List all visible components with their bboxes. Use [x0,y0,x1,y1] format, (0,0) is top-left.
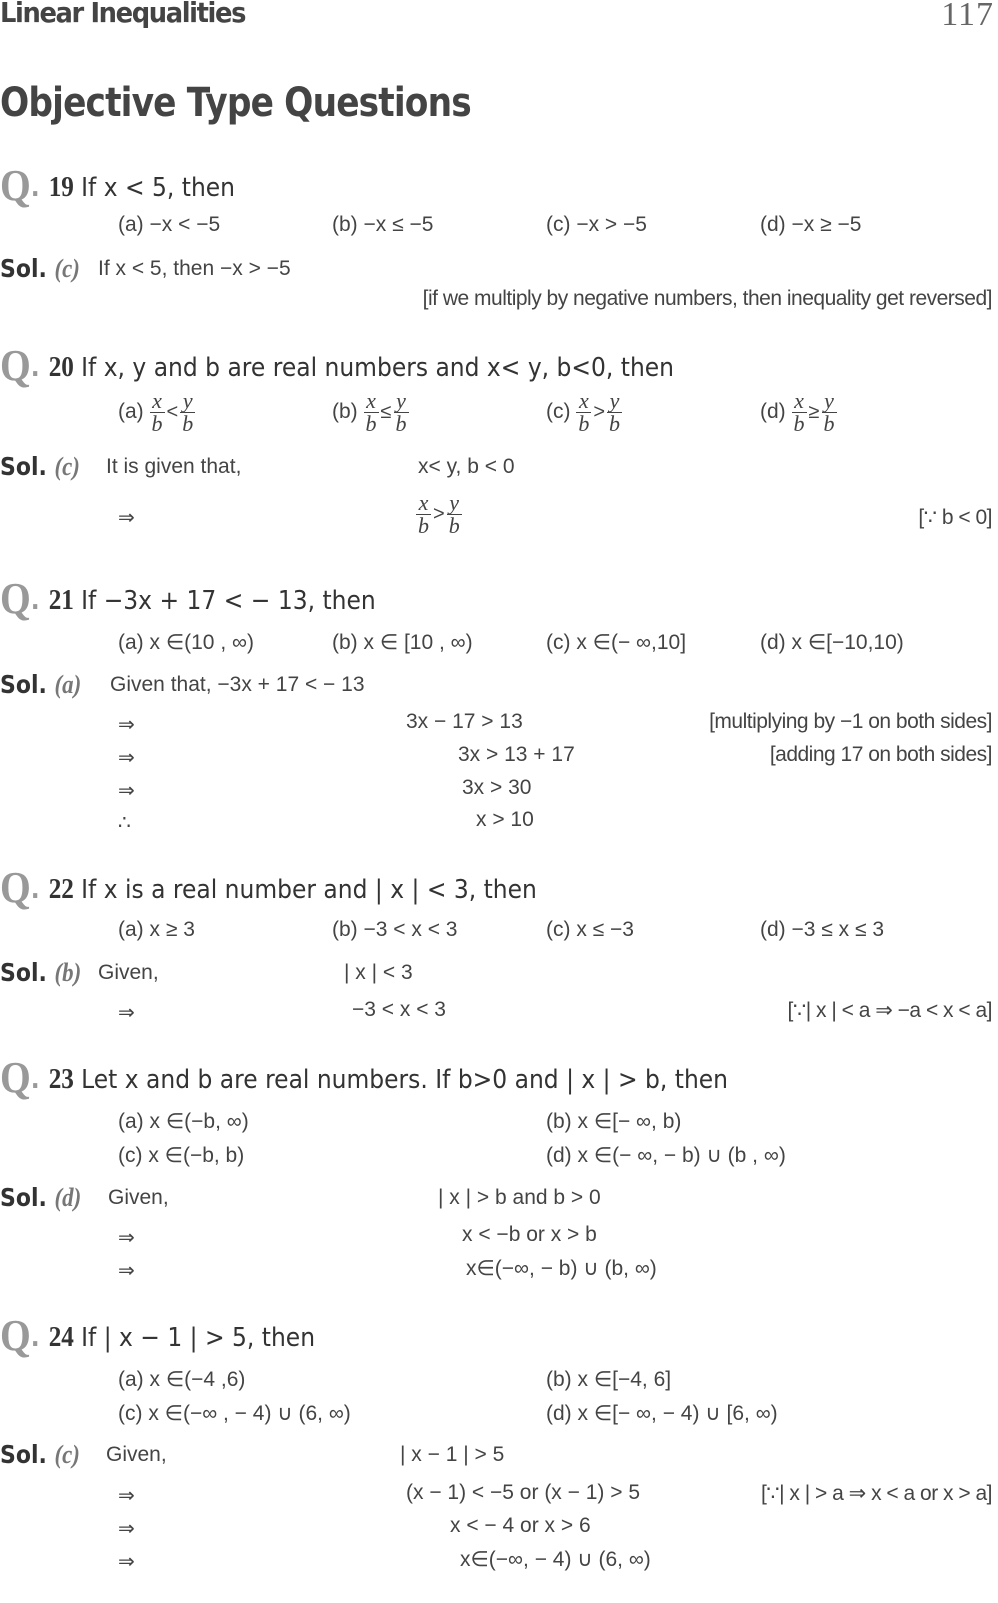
solution-header [0,1183,81,1213]
implies-icon: ⇒ [118,1258,135,1282]
option-c: (c) x ∈(−b, b) [118,1144,245,1167]
answer-letter: (c) [54,254,80,283]
solution-intro: Given that, −3x + 17 < − 13 [110,673,365,696]
denominator: b [418,513,429,538]
fraction [416,492,431,537]
solution-step: 3x − 17 > 13 [406,710,523,733]
option-a: (a) x ∈(10 , ∞) [118,631,254,654]
sol-label: Sol. [0,958,47,987]
denominator: b [182,411,194,436]
solution-note: [∵| x | < a ⇒ −a < x < a] [787,999,992,1022]
question-number: 21 [48,585,74,616]
question-23 [0,1052,728,1103]
implies-icon: ⇒ [118,1549,135,1573]
implies-icon: ⇒ [118,745,135,769]
option-d: (d) x ∈[− ∞, − 4) ∪ [6, ∞) [546,1402,778,1425]
denominator: b [793,411,805,436]
denominator: b [365,411,377,436]
numerator: x [416,492,431,515]
fraction [394,390,409,435]
option-d: (d) −3 ≤ x ≤ 3 [760,918,885,941]
option-label: (d) [760,400,786,424]
implies-icon: ⇒ [118,778,135,802]
option-c: (c) −x > −5 [546,213,647,236]
solution-note: [∵ b < 0] [918,506,992,529]
relation: > [433,503,445,525]
answer-letter: (b) [54,958,82,987]
q-dot: . [30,875,40,905]
solution-header [0,1440,80,1470]
fraction [607,390,622,435]
numerator: y [180,390,195,413]
solution-given: | x | > b and b > 0 [438,1186,601,1209]
solution-header [0,254,80,284]
question-number: 23 [48,1064,74,1095]
therefore-icon: ∴ [118,810,131,834]
question-19 [0,160,235,211]
option-label: (c) [546,400,571,424]
q-marker: Q [0,161,31,210]
question-number: 22 [48,874,74,905]
answer-letter: (a) [54,670,82,699]
fraction [822,390,837,435]
running-title: Linear Inequalities [0,0,246,29]
sol-label: Sol. [0,1440,47,1469]
implies-icon: ⇒ [118,1483,135,1507]
option-a [118,390,195,435]
option-a: (a) x ∈(−4 ,6) [118,1368,246,1391]
numerator: x [150,390,165,413]
q-marker: Q [0,341,31,390]
option-c: (c) x ≤ −3 [546,918,634,941]
numerator: x [576,390,591,413]
implies-icon: ⇒ [118,1516,135,1540]
fraction [792,390,807,435]
solution-step: 3x > 13 + 17 [458,743,575,766]
denominator: b [151,411,163,436]
section-title: Objective Type Questions [0,80,471,126]
question-22 [0,862,537,913]
implies-icon: ⇒ [118,712,135,736]
answer-letter: (d) [54,1183,82,1212]
solution-header [0,958,81,988]
solution-step: x∈(−∞, − 4) ∪ (6, ∞) [460,1548,651,1571]
q-dot: . [30,173,40,203]
sol-label: Sol. [0,670,47,699]
question-number: 19 [48,172,74,203]
denominator: b [823,411,835,436]
option-c: (c) x ∈(− ∞,10] [546,631,687,654]
option-b: (b) −3 < x < 3 [332,918,458,941]
q-marker: Q [0,863,31,912]
implies-icon: ⇒ [118,1000,135,1024]
option-b: (b) x ∈ [10 , ∞) [332,631,473,654]
numerator: y [447,492,462,515]
solution-step: x∈(−∞, − b) ∪ (b, ∞) [466,1257,657,1280]
option-c: (c) x ∈(−∞ , − 4) ∪ (6, ∞) [118,1402,351,1425]
solution-note: [multiplying by −1 on both sides] [709,710,992,733]
solution-note: [∵| x | > a ⇒ x < a or x > a] [760,1482,992,1505]
q-dot: . [30,1065,40,1095]
question-text: If x is a real number and | x | < 3, then [81,875,537,905]
option-a: (a) −x < −5 [118,213,221,236]
option-b [332,390,409,435]
solution-note: [adding 17 on both sides] [769,743,992,766]
answer-letter: (c) [54,452,80,481]
q-dot: . [30,353,40,383]
implies-icon: ⇒ [118,1225,135,1249]
question-text: Let x and b are real numbers. If b>0 and | x | > b, then [81,1065,729,1095]
numerator: y [822,390,837,413]
solution-step: −3 < x < 3 [352,998,446,1021]
solution-step: (x − 1) < −5 or (x − 1) > 5 [406,1481,641,1504]
option-label: (a) [118,400,144,424]
sol-label: Sol. [0,1183,47,1212]
numerator: x [364,390,379,413]
numerator: y [394,390,409,413]
option-a: (a) x ≥ 3 [118,918,195,941]
solution-intro: If x < 5, then −x > −5 [98,257,291,280]
solution-intro: It is given that, [106,455,242,478]
solution-intro: Given, [98,961,159,984]
solution-given: | x | < 3 [344,961,413,984]
option-label: (b) [332,400,358,424]
question-24 [0,1310,315,1361]
question-text: If x, y and b are real numbers and x< y, b<0, then [81,353,675,383]
answer-letter: (c) [54,1440,80,1469]
solution-header [0,452,80,482]
sol-label: Sol. [0,452,47,481]
solution-intro: Given, [108,1186,169,1209]
fraction [180,390,195,435]
question-text: If −3x + 17 < − 13, then [81,586,376,616]
solution-step [416,492,462,537]
solution-given: | x − 1 | > 5 [400,1443,505,1466]
question-number: 20 [48,352,74,383]
q-marker: Q [0,1311,31,1360]
solution-step: 3x > 30 [462,776,532,799]
denominator: b [609,411,621,436]
numerator: x [792,390,807,413]
denominator: b [578,411,590,436]
denominator: b [448,513,460,538]
question-number: 24 [48,1322,74,1353]
q-marker: Q [0,1053,31,1102]
option-a: (a) x ∈(−b, ∞) [118,1110,249,1133]
implies-icon: ⇒ [118,505,135,529]
option-d: (d) x ∈[−10,10) [760,631,904,654]
q-dot: . [30,1323,40,1353]
solution-given: x< y, b < 0 [418,455,515,478]
solution-step: x < −b or x > b [462,1223,597,1246]
numerator: y [607,390,622,413]
question-20 [0,340,674,391]
q-marker: Q [0,574,31,623]
fraction [576,390,591,435]
question-text: If x < 5, then [81,173,236,203]
solution-step: x < − 4 or x > 6 [450,1514,591,1537]
option-d [760,390,837,435]
option-d: (d) −x ≥ −5 [760,213,862,236]
option-c [546,390,622,435]
solution-header [0,670,81,700]
q-dot: . [30,586,40,616]
relation: ≥ [808,401,820,423]
relation: > [593,401,606,423]
relation: < [166,401,179,423]
sol-label: Sol. [0,254,47,283]
question-21 [0,573,376,624]
option-b: (b) x ∈[− ∞, b) [546,1110,682,1133]
question-text: If | x − 1 | > 5, then [81,1323,316,1353]
option-b: (b) x ∈[−4, 6] [546,1368,672,1391]
page-number: 117 [941,0,994,33]
fraction [447,492,462,537]
fraction [364,390,379,435]
option-b: (b) −x ≤ −5 [332,213,434,236]
solution-step: x > 10 [476,808,534,831]
solution-intro: Given, [106,1443,167,1466]
fraction [150,390,165,435]
denominator: b [395,411,407,436]
solution-note: [if we multiply by negative numbers, then inequality get reversed] [422,287,992,310]
option-d: (d) x ∈(− ∞, − b) ∪ (b , ∞) [546,1144,786,1167]
relation: ≤ [380,401,392,423]
